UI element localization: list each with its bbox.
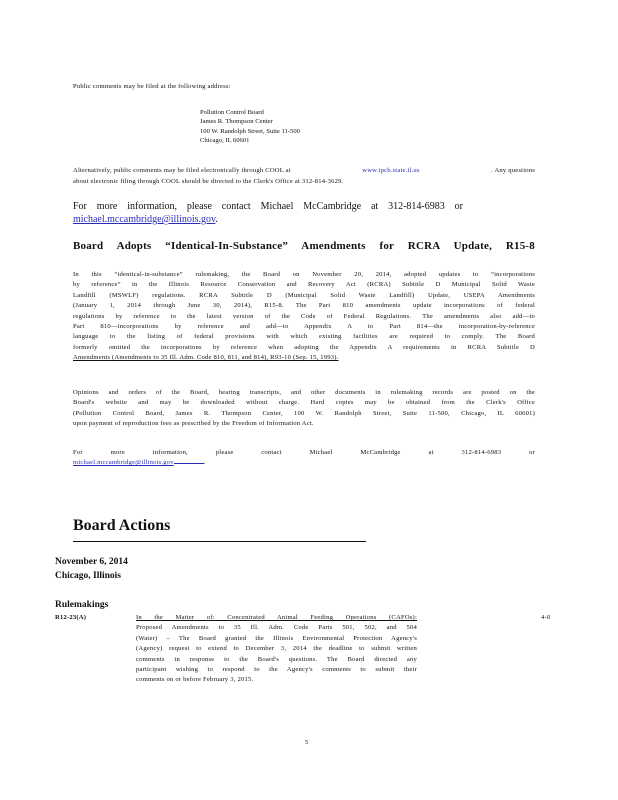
item-line: participant wishing to respond to the Agency's comments to submit their	[136, 666, 417, 674]
item-line: (Water) – The Board granted the Illinois Environmental Protection Agency's	[136, 634, 417, 642]
contact-email-line	[73, 213, 463, 226]
section-rulemakings: Rulemakings	[55, 600, 109, 610]
item-vote: 4-0	[541, 614, 551, 621]
item-description	[136, 613, 417, 686]
rcra-heading: Board Adopts “Identical-In-Substance” Amendments for RCRA Update, R15-8	[73, 240, 535, 252]
address-line: Chicago, IL 60601	[200, 137, 250, 145]
rcra-contact	[73, 448, 535, 469]
paragraph-line: In this “identical-in-substance” rulemaking, the Board on November 20, 2014, adopted updates to “incorporations	[73, 271, 535, 278]
item-line: comments on or before February 3, 2015.	[136, 676, 254, 684]
link-underline	[174, 463, 204, 464]
contact-line: For more information, please contact Michael McCambridge at 312-814-6983 or	[73, 201, 463, 212]
paragraph-line: language to the listing of federal provisions with which existing facilities are required to comply. The Board	[73, 333, 535, 341]
meeting-date: November 6, 2014	[55, 557, 128, 567]
meeting-place: Chicago, Illinois	[55, 571, 121, 581]
mailing-address	[200, 108, 300, 146]
electronic-filing-line1	[73, 166, 535, 176]
electronic-filing-text: Alternatively, public comments may be filed electronically through COOL at	[73, 167, 291, 174]
electronic-filing-questions: . Any questions	[491, 167, 535, 174]
contact-tail: .	[203, 459, 206, 467]
paragraph-line: by reference” in the Illinois Resource Conservation and Recovery Act (RCRA) Subtitle D Municipal Solid Waste	[73, 281, 535, 289]
contact-paragraph	[73, 200, 463, 226]
ipcb-website-link[interactable]: www.ipcb.state.il.us	[362, 167, 420, 174]
contact-email-line	[73, 458, 535, 468]
paragraph-line: Opinions and orders of the Board, hearing transcripts, and other documents in rulemaking records are posted on the	[73, 389, 535, 396]
item-line: Proposed Amendments to 35 Ill. Adm. Code Parts 501, 502, and 504	[136, 624, 417, 632]
electronic-filing-line2: about electronic filing through COOL should be directed to the Clerk's Office at 312-814-3629.	[73, 178, 344, 185]
item-title: In the Matter of: Concentrated Animal Feeding Operations (CAFOs):	[136, 614, 417, 621]
rcra-paragraph-1	[73, 270, 535, 364]
contact-email-link[interactable]: michael.mccambridge@illinois.gov	[73, 459, 174, 467]
paragraph-line	[73, 353, 433, 363]
address-line: 100 W. Randolph Street, Suite 11-500	[200, 127, 300, 135]
paragraph-line: Board's website and may be downloaded without charge. Hard copies may be obtained from the Clerk's Office	[73, 399, 535, 407]
item-line: comments in response to the Board's questions. The Board directed any	[136, 655, 417, 663]
rcra-citation: Amendments (Amendments to 35 Ill. Adm. Code 810, 811, and 814), R93-10 (Sep. 15, 1993).	[73, 354, 339, 362]
address-line: James R. Thompson Center	[200, 118, 273, 126]
address-line: Pollution Control Board	[200, 109, 264, 116]
title-rule	[73, 541, 366, 542]
page-number: 5	[305, 739, 309, 746]
item-line: (Agency) request to extend to December 3, 2014 the deadline to submit written	[136, 645, 417, 653]
contact-line: For more information, please contact Michael McCambridge at 312-814-6983 or	[73, 449, 535, 456]
contact-email-link[interactable]: michael.mccambridge@illinois.gov	[73, 214, 216, 225]
rcra-paragraph-2	[73, 388, 535, 430]
item-number: R12-23(A)	[55, 614, 87, 621]
paragraph-line: Part 810—incorporations by reference and add—to Appendix A to Part 814—the incorporation-by-reference	[73, 323, 535, 331]
contact-tail: .	[215, 214, 218, 225]
paragraph-line: Landfill (MSWLF) regulations. RCRA Subtitle D (Municipal Solid Waste Landfill) Update, USEPA Amendments	[73, 291, 535, 299]
paragraph-line: (Pollution Control Board, James R. Thompson Center, 100 W. Randolph Street, Suite 11-500, Chicago, IL 60601)	[73, 409, 535, 417]
comments-intro: Public comments may be filed at the following address:	[73, 83, 231, 90]
board-actions-title: Board Actions	[73, 517, 171, 534]
paragraph-line: formerly omitted the incorporations by reference when adopting the Appendix A requirements in RCRA Subtitle D	[73, 343, 535, 351]
paragraph-line: (January 1, 2014 through June 30, 2014), R15-8. The Part 810 amendments update incorporations of federal	[73, 302, 535, 310]
paragraph-line: upon payment of reproduction fees as prescribed by the Freedom of Information Act.	[73, 420, 314, 428]
paragraph-line: regulations by reference to the latest version of the Code of Federal Regulations. The amendments also add—to	[73, 312, 535, 320]
